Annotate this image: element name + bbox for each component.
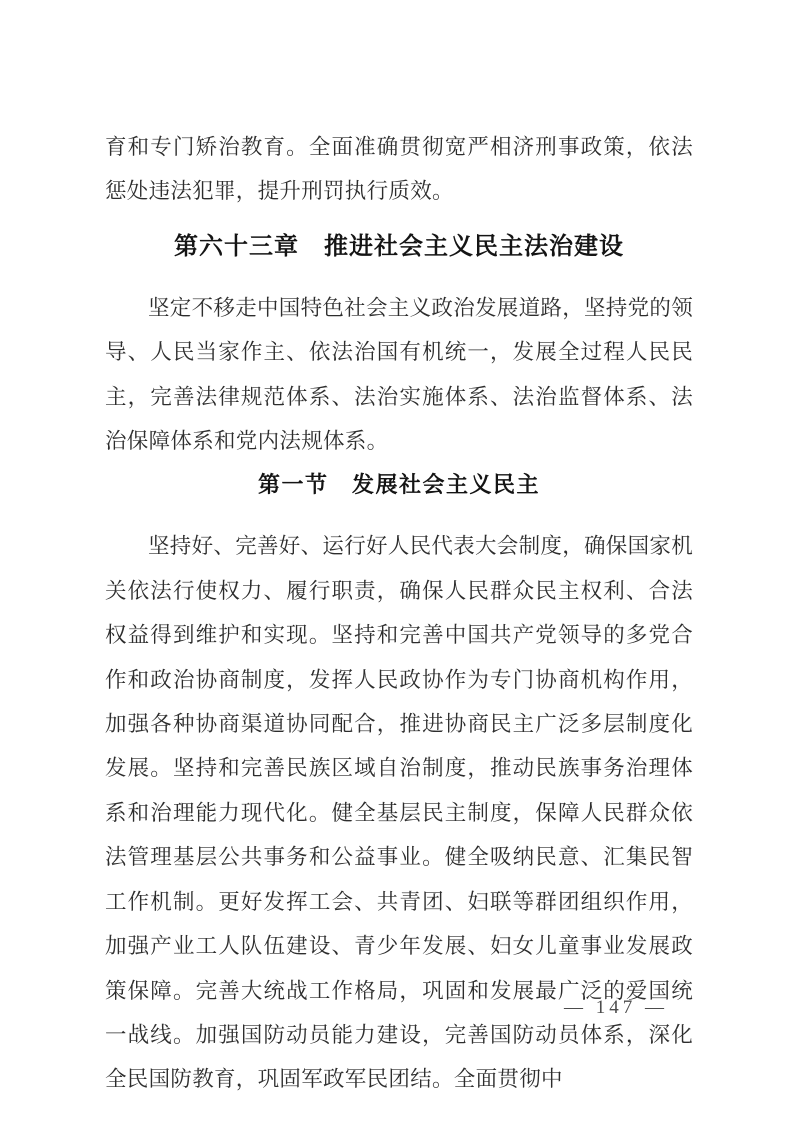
chapter-heading: 第六十三章 推进社会主义民主法治建设 [174,233,624,260]
page-number: — 147 — [564,997,668,1018]
section-body-paragraph: 坚持好、完善好、运行好人民代表大会制度，确保国家机关依法行使权力、履行职责，确保人民群众民主权利、合法权益得到维护和实现。坚持和完善中国共产党领导的多党合作和政治协商制度，发挥人民政协作为专门协商机构作用，加强各种协商渠道协同配合，推进协商民主广泛多层制度化发展。坚持和完善民族区域自治制度，推动民族事务治理体系和治理能力现代化。健全基层民主制度，保障人民群众依法管理基层公共事务和公益事业。健全吸纳民意、汇集民智工作机制。更好发挥工会、共青团、妇联等群团组织作用，加强产业工人队伍建设、青少年发展、妇女儿童事业发展政策保障。完善大统战工作格局，巩固和发展最广泛的爱国统一战线。加强国防动员能力建设，完善国防动员体系，深化全民国防教育，巩固军政军民团结。全面贯彻中 [105,534,694,1092]
document-body [105,125,693,1102]
continued-paragraph: 育和专门矫治教育。全面准确贯彻宽严相济刑事政策，依法惩处违法犯罪，提升刑罚执行质效。 [105,135,693,204]
section-heading: 第一节 发展社会主义民主 [257,472,540,498]
chapter-intro-paragraph: 坚定不移走中国特色社会主义政治发展道路，坚持党的领导、人民当家作主、依法治国有机统一，发展全过程人民民主，完善法律规范体系、法治实施体系、法治监督体系、法治保障体系和党内法规体系。 [105,295,694,454]
